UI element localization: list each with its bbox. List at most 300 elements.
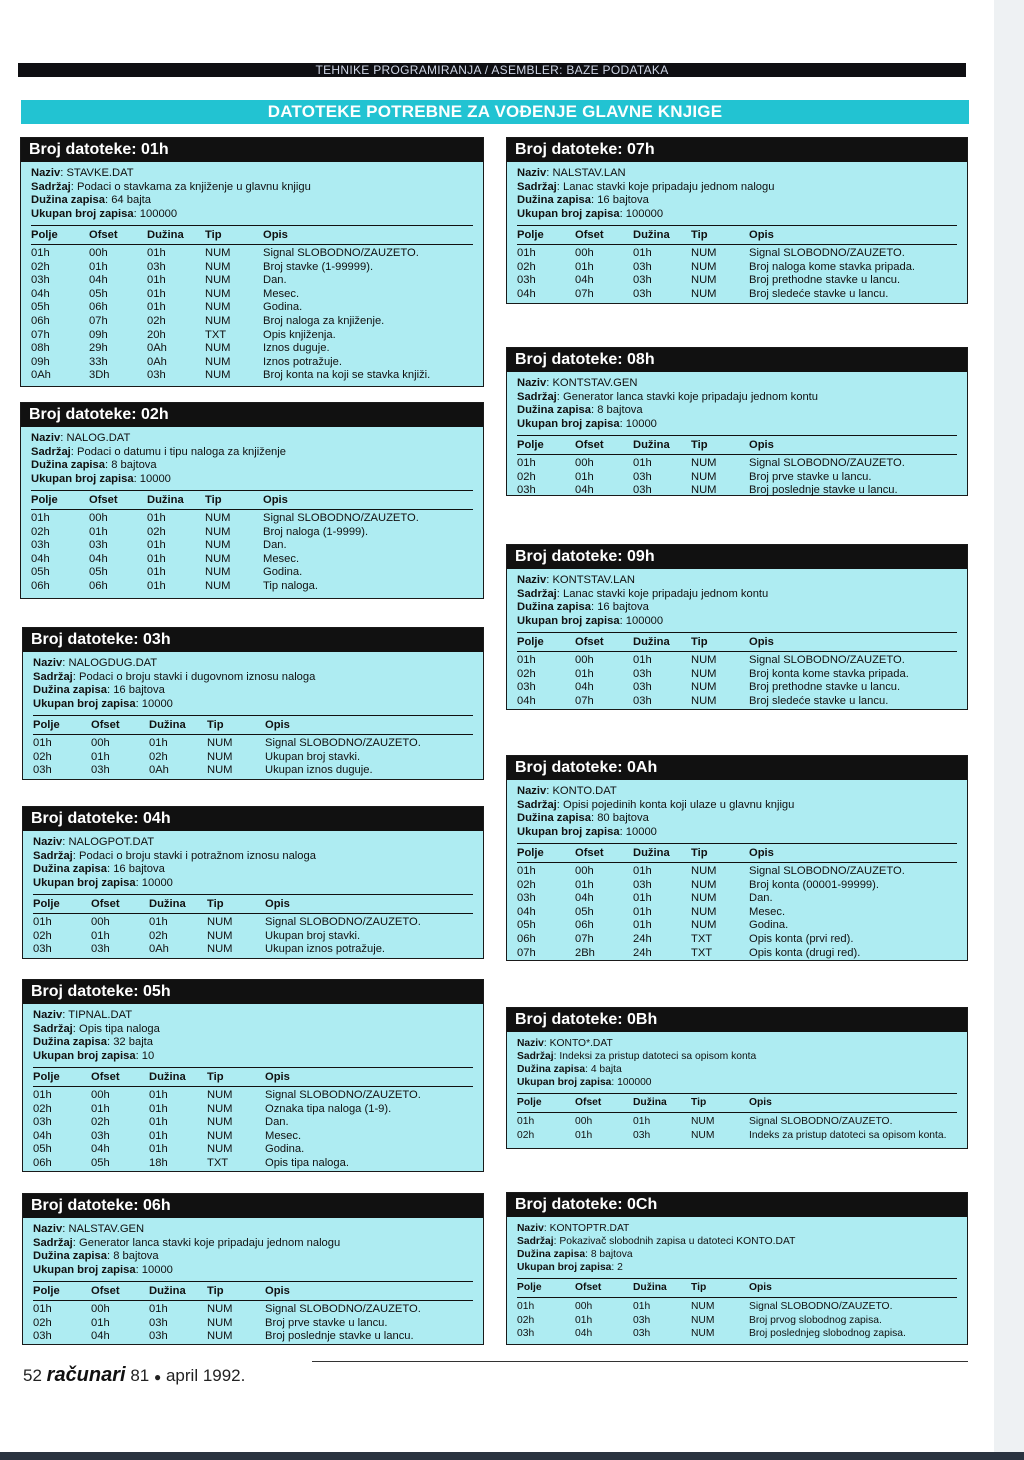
table-cell: NUM xyxy=(205,301,231,314)
sadrzaj-label: Sadržaj xyxy=(517,180,557,193)
table-row xyxy=(517,247,957,261)
field-table xyxy=(517,247,957,301)
file-card-title: Broj datoteke: 0Bh xyxy=(507,1008,967,1032)
table-cell: TXT xyxy=(691,932,713,945)
table-cell: 05h xyxy=(517,919,536,932)
table-cell: Broj prve stavke u lancu. xyxy=(749,470,872,483)
table-cell: 02h xyxy=(149,750,168,763)
table-cell: 01h xyxy=(149,1303,168,1315)
table-cell: 06h xyxy=(33,1156,52,1169)
file-name: NALSTAV.LAN xyxy=(552,167,626,179)
file-content: Podaci o datumu i tipu naloga za knjiženje xyxy=(77,445,286,458)
table-cell: 0Ah xyxy=(149,943,169,956)
table-cell: 01h xyxy=(33,1303,52,1315)
file-meta: Naziv: STAVKE.DAT Sadržaj: Podaci o stavkama za knjiženje u glavnu knjigu Dužina zapisa: 64 bajta Ukupan broj zapisa: 100000 xyxy=(31,167,311,220)
duzina-label: Dužina zapisa xyxy=(33,1250,107,1262)
table-cell: Broj konta kome stavka pripada. xyxy=(749,667,909,680)
column-header: Opis xyxy=(749,229,774,241)
table-cell: Broj poslednje stavke u lancu. xyxy=(265,1330,414,1343)
duzina-label: Dužina zapisa xyxy=(31,194,105,206)
table-cell: 03h xyxy=(33,943,52,956)
footer xyxy=(23,1364,245,1387)
table-row xyxy=(31,274,473,288)
column-header: Polje xyxy=(33,1071,60,1083)
table-cell: NUM xyxy=(205,314,231,327)
table-cell: 02h xyxy=(517,470,536,483)
table-cell: Broj naloga za knjiženje. xyxy=(263,314,385,327)
column-header: Dužina xyxy=(633,229,670,241)
table-cell: Signal SLOBODNO/ZAUZETO. xyxy=(265,1089,421,1101)
table-row xyxy=(517,906,957,920)
table-cell: 01h xyxy=(31,247,50,259)
table-row xyxy=(517,879,957,893)
column-header: Ofset xyxy=(575,636,604,648)
table-cell: 03h xyxy=(91,1129,110,1142)
column-header: Tip xyxy=(691,1282,707,1293)
table-cell: Indeks za pristup datoteci sa opisom konta. xyxy=(749,1129,947,1141)
column-header: Polje xyxy=(31,494,58,506)
table-cell: NUM xyxy=(691,1301,715,1312)
table-cell: 06h xyxy=(89,301,108,314)
record-count: 100000 xyxy=(139,207,178,220)
duzina-label: Dužina zapisa xyxy=(31,459,105,471)
column-header: Opis xyxy=(749,1282,772,1293)
table-cell: NUM xyxy=(207,1330,233,1343)
ukupan-label: Ukupan broj zapisa xyxy=(33,876,136,889)
table-cell: 04h xyxy=(517,694,536,707)
table-cell: 00h xyxy=(575,457,594,469)
table-row xyxy=(33,930,473,944)
table-cell: TXT xyxy=(207,1156,229,1169)
file-meta: Naziv: KONTSTAV.LAN Sadržaj: Lanac stavki koje pripadaju jednom kontu Dužina zapisa: 16 bajtova Ukupan broj zapisa: 100000 xyxy=(517,574,769,627)
table-cell: 03h xyxy=(633,681,652,694)
table-cell: 01h xyxy=(147,566,166,579)
naziv-label: Naziv xyxy=(31,432,61,444)
duzina-label: Dužina zapisa xyxy=(517,601,591,613)
table-row xyxy=(31,342,473,356)
table-row xyxy=(31,369,473,383)
table-cell: 0Ah xyxy=(147,355,167,368)
naziv-label: Naziv xyxy=(33,657,63,669)
ukupan-label: Ukupan broj zapisa xyxy=(517,1262,612,1273)
table-cell: 04h xyxy=(575,1328,593,1340)
table-cell: 03h xyxy=(517,274,536,287)
file-card xyxy=(506,1007,968,1149)
table-cell: 03h xyxy=(633,484,652,497)
table-row xyxy=(517,484,957,498)
record-length: 4 bajta xyxy=(590,1064,622,1075)
table-cell: Broj naloga kome stavka pripada. xyxy=(749,260,916,273)
footer-rule xyxy=(312,1361,968,1362)
record-count: 10000 xyxy=(625,417,657,430)
table-cell: NUM xyxy=(691,878,717,891)
table-row xyxy=(517,681,957,695)
column-header: Dužina xyxy=(149,719,186,731)
table-cell: NUM xyxy=(205,512,231,524)
sadrzaj-label: Sadržaj xyxy=(517,390,557,403)
table-cell: 02h xyxy=(33,929,52,942)
record-length: 16 bajtova xyxy=(597,601,649,613)
record-count: 100000 xyxy=(617,1077,652,1088)
table-cell: 03h xyxy=(33,1330,52,1343)
file-card-title: Broj datoteke: 06h xyxy=(23,1194,483,1218)
table-cell: 3Dh xyxy=(89,369,110,382)
table-cell: 03h xyxy=(149,1330,168,1343)
file-name: STAVKE.DAT xyxy=(66,167,134,179)
table-cell: 03h xyxy=(91,764,110,777)
naziv-label: Naziv xyxy=(517,1038,544,1049)
file-card xyxy=(22,1193,484,1345)
table-cell: 01h xyxy=(149,737,168,749)
table-row xyxy=(517,695,957,709)
file-content: Podaci o broju stavki i dugovnom iznosu naloga xyxy=(79,670,316,683)
table-cell: NUM xyxy=(691,1314,715,1326)
ukupan-label: Ukupan broj zapisa xyxy=(517,417,620,430)
table-row xyxy=(31,329,473,343)
table-cell: 09h xyxy=(31,355,50,368)
table-cell: Ukupan broj stavki. xyxy=(265,750,361,763)
table-cell: 03h xyxy=(633,694,652,707)
sadrzaj-label: Sadržaj xyxy=(33,1236,73,1249)
table-cell: Iznos potražuje. xyxy=(263,355,342,368)
table-cell: 01h xyxy=(633,654,652,666)
column-header: Ofset xyxy=(91,898,120,910)
sadrzaj-label: Sadržaj xyxy=(517,587,557,600)
file-card xyxy=(506,544,968,710)
table-cell: 02h xyxy=(33,1316,52,1329)
table-header xyxy=(517,225,957,245)
table-cell: 03h xyxy=(633,1129,651,1141)
table-cell: Iznos duguje. xyxy=(263,342,330,355)
file-name: KONTO*.DAT xyxy=(549,1038,613,1049)
table-cell: NUM xyxy=(207,1143,233,1156)
duzina-label: Dužina zapisa xyxy=(517,1249,586,1260)
column-header: Polje xyxy=(517,847,544,859)
file-meta: Naziv: NALSTAV.GEN Sadržaj: Generator lanca stavki koje pripadaju jednom nalogu Dužina zapisa: 8 bajtova Ukupan broj zapisa: 10000 xyxy=(33,1223,341,1276)
file-meta: Naziv: KONTO*.DAT Sadržaj: Indeksi za pristup datoteci sa opisom konta Dužina zapisa: 4 bajta Ukupan broj zapisa: 100000 xyxy=(517,1038,757,1088)
table-row xyxy=(517,919,957,933)
table-cell: 03h xyxy=(633,260,652,273)
file-content: Generator lanca stavki koje pripadaju jednom nalogu xyxy=(79,1236,341,1249)
table-cell: 0Ah xyxy=(31,369,51,382)
table-cell: NUM xyxy=(205,369,231,382)
file-card-title: Broj datoteke: 05h xyxy=(23,980,483,1004)
table-cell: 01h xyxy=(149,1143,168,1156)
table-row xyxy=(33,916,473,930)
table-cell: Godina. xyxy=(749,919,789,932)
table-cell: 00h xyxy=(91,1089,110,1101)
table-cell: 01h xyxy=(89,260,108,273)
table-row xyxy=(31,356,473,370)
table-cell: 20h xyxy=(147,328,166,341)
field-table xyxy=(517,457,957,498)
table-cell: Broj naloga (1-9999). xyxy=(263,525,369,538)
table-cell: 01h xyxy=(33,916,52,928)
table-cell: 03h xyxy=(91,943,110,956)
table-cell: Signal SLOBODNO/ZAUZETO. xyxy=(749,457,905,469)
naziv-label: Naziv xyxy=(517,377,547,389)
column-header: Tip xyxy=(691,1097,707,1108)
table-row xyxy=(33,764,473,778)
table-cell: 01h xyxy=(149,1116,168,1129)
file-content: Podaci o stavkama za knjiženje u glavnu knjigu xyxy=(77,180,311,193)
table-cell: NUM xyxy=(207,929,233,942)
record-count: 100000 xyxy=(625,614,664,627)
file-meta: Naziv: KONTO.DAT Sadržaj: Opisi pojedinih konta koji ulaze u glavnu knjigu Dužina zapisa: 80 bajtova Ukupan broj zapisa: 10000 xyxy=(517,785,795,838)
table-cell: 01h xyxy=(147,247,166,259)
table-cell: Opis tipa naloga. xyxy=(265,1156,349,1169)
table-cell: Godina. xyxy=(263,301,303,314)
column-header: Polje xyxy=(31,229,58,241)
table-cell: Godina. xyxy=(263,566,303,579)
sadrzaj-label: Sadržaj xyxy=(517,1051,554,1062)
table-cell: NUM xyxy=(691,287,717,300)
table-row xyxy=(31,580,473,594)
table-cell: 00h xyxy=(91,916,110,928)
table-cell: 02h xyxy=(33,1102,52,1115)
column-header: Polje xyxy=(33,898,60,910)
field-table xyxy=(33,737,473,778)
table-cell: 05h xyxy=(31,566,50,579)
table-cell: 09h xyxy=(89,328,108,341)
column-header: Opis xyxy=(263,494,288,506)
sadrzaj-label: Sadržaj xyxy=(33,670,73,683)
file-content: Opis tipa naloga xyxy=(79,1022,160,1035)
file-card xyxy=(506,1192,968,1345)
table-cell: 05h xyxy=(89,287,108,300)
table-row xyxy=(517,1327,957,1341)
naziv-label: Naziv xyxy=(33,836,63,848)
table-cell: 04h xyxy=(575,274,594,287)
table-cell: 2Bh xyxy=(575,946,595,959)
file-card-title: Broj datoteke: 03h xyxy=(23,628,483,652)
table-cell: Broj poslednjeg slobodnog zapisa. xyxy=(749,1328,906,1340)
table-cell: 00h xyxy=(91,737,110,749)
table-cell: NUM xyxy=(207,1089,233,1101)
field-table xyxy=(31,512,473,594)
table-cell: 01h xyxy=(91,929,110,942)
file-meta: Naziv: TIPNAL.DAT Sadržaj: Opis tipa naloga Dužina zapisa: 32 bajta Ukupan broj zapisa: 10 xyxy=(33,1009,160,1062)
file-meta: Naziv: NALOG.DAT Sadržaj: Podaci o datumu i tipu naloga za knjiženje Dužina zapisa: 8 bajtova Ukupan broj zapisa: 10000 xyxy=(31,432,286,485)
column-header: Opis xyxy=(265,1071,290,1083)
table-cell: Mesec. xyxy=(749,905,786,918)
table-cell: 04h xyxy=(517,287,536,300)
page-title: DATOTEKE POTREBNE ZA VOĐENJE GLAVNE KNJIGE xyxy=(21,100,969,124)
table-row xyxy=(33,1330,473,1344)
table-cell: NUM xyxy=(691,1116,715,1127)
table-cell: NUM xyxy=(205,552,231,565)
table-cell: 08h xyxy=(31,342,50,355)
table-cell: Mesec. xyxy=(263,552,300,565)
table-cell: 01h xyxy=(149,1102,168,1115)
table-row xyxy=(33,1317,473,1331)
table-cell: 04h xyxy=(91,1330,110,1343)
column-header: Tip xyxy=(205,229,222,241)
file-card-title: Broj datoteke: 0Ch xyxy=(507,1193,967,1217)
table-cell: 03h xyxy=(517,484,536,497)
table-cell: Signal SLOBODNO/ZAUZETO. xyxy=(265,916,421,928)
sadrzaj-label: Sadržaj xyxy=(33,849,73,862)
table-cell: Mesec. xyxy=(263,287,300,300)
record-count: 2 xyxy=(617,1262,623,1273)
bullet: ● xyxy=(153,1370,162,1384)
column-header: Polje xyxy=(33,1285,60,1297)
column-header: Dužina xyxy=(149,1071,186,1083)
table-cell: NUM xyxy=(691,247,717,259)
table-cell: 01h xyxy=(633,1116,651,1127)
table-cell: 01h xyxy=(575,260,594,273)
field-table xyxy=(33,916,473,957)
column-header: Ofset xyxy=(575,439,604,451)
issue-number: 81 xyxy=(130,1366,150,1385)
file-card xyxy=(20,137,484,387)
column-header: Polje xyxy=(517,439,544,451)
table-cell: 07h xyxy=(575,694,594,707)
file-card-title: Broj datoteke: 01h xyxy=(21,138,483,162)
table-cell: 03h xyxy=(147,260,166,273)
table-cell: 04h xyxy=(575,892,594,905)
table-cell: 07h xyxy=(575,287,594,300)
table-cell: 03h xyxy=(517,892,536,905)
table-row xyxy=(31,553,473,567)
record-count: 100000 xyxy=(625,207,664,220)
column-header: Dužina xyxy=(147,229,184,241)
table-row xyxy=(33,1157,473,1171)
table-cell: 03h xyxy=(149,1316,168,1329)
record-count: 10000 xyxy=(141,1263,173,1276)
duzina-label: Dužina zapisa xyxy=(33,684,107,696)
table-cell: NUM xyxy=(205,287,231,300)
column-header: Opis xyxy=(265,719,290,731)
field-table xyxy=(517,1300,957,1341)
table-cell: 05h xyxy=(89,566,108,579)
table-row xyxy=(33,751,473,765)
table-cell: 01h xyxy=(517,654,536,666)
column-header: Dužina xyxy=(633,1097,667,1108)
table-cell: NUM xyxy=(691,892,717,905)
record-length: 16 bajtova xyxy=(113,684,165,696)
table-cell: 18h xyxy=(149,1156,168,1169)
table-cell: NUM xyxy=(691,654,717,666)
table-cell: 01h xyxy=(575,470,594,483)
duzina-label: Dužina zapisa xyxy=(517,812,591,824)
section-bar: TEHNIKE PROGRAMIRANJA / ASEMBLER: BAZE PODATAKA xyxy=(18,63,966,77)
table-cell: 03h xyxy=(31,539,50,552)
table-cell: 06h xyxy=(31,314,50,327)
table-cell: Opis knjiženja. xyxy=(263,328,336,341)
table-header xyxy=(517,843,957,863)
table-row xyxy=(31,539,473,553)
table-cell: 04h xyxy=(575,681,594,694)
table-cell: 05h xyxy=(575,905,594,918)
naziv-label: Naziv xyxy=(33,1009,63,1021)
table-cell: Opis konta (drugi red). xyxy=(749,946,861,959)
table-cell: 03h xyxy=(89,539,108,552)
record-count: 10000 xyxy=(625,825,657,838)
file-name: NALOGPOT.DAT xyxy=(68,836,155,848)
table-cell: 01h xyxy=(633,247,652,259)
file-card xyxy=(506,755,968,961)
table-cell: NUM xyxy=(691,484,717,497)
table-cell: Signal SLOBODNO/ZAUZETO. xyxy=(749,1116,893,1127)
table-cell: NUM xyxy=(205,274,231,287)
column-header: Tip xyxy=(691,229,708,241)
column-header: Tip xyxy=(205,494,222,506)
table-cell: 00h xyxy=(575,654,594,666)
table-cell: 02h xyxy=(31,525,50,538)
ukupan-label: Ukupan broj zapisa xyxy=(31,207,134,220)
table-cell: NUM xyxy=(207,750,233,763)
table-cell: 03h xyxy=(633,1328,651,1340)
table-cell: NUM xyxy=(691,470,717,483)
table-cell: NUM xyxy=(691,919,717,932)
table-cell: Ukupan iznos potražuje. xyxy=(265,943,386,956)
file-card-title: Broj datoteke: 07h xyxy=(507,138,967,162)
column-header: Ofset xyxy=(575,1282,602,1293)
table-cell: Dan. xyxy=(263,539,287,552)
table-row xyxy=(517,865,957,879)
table-row xyxy=(31,566,473,580)
record-count: 10000 xyxy=(141,697,173,710)
table-cell: 03h xyxy=(517,681,536,694)
table-cell: 04h xyxy=(517,905,536,918)
table-row xyxy=(33,1089,473,1103)
table-cell: 01h xyxy=(633,1301,651,1312)
table-row xyxy=(33,943,473,957)
record-length: 8 bajtova xyxy=(113,1250,159,1262)
record-count: 10000 xyxy=(139,472,171,485)
table-cell: 07h xyxy=(31,328,50,341)
record-length: 32 bajta xyxy=(113,1036,154,1048)
naziv-label: Naziv xyxy=(33,1223,63,1235)
table-cell: 01h xyxy=(147,274,166,287)
table-cell: 06h xyxy=(517,932,536,945)
file-content: Opisi pojedinih konta koji ulaze u glavnu knjigu xyxy=(563,798,795,811)
table-cell: NUM xyxy=(205,342,231,355)
table-cell: 01h xyxy=(147,579,166,592)
column-header: Tip xyxy=(691,439,708,451)
table-cell: 05h xyxy=(91,1156,110,1169)
file-card xyxy=(506,137,968,304)
record-length: 80 bajtova xyxy=(597,812,649,824)
table-row xyxy=(517,261,957,275)
table-cell: NUM xyxy=(691,274,717,287)
table-row xyxy=(31,512,473,526)
table-cell: 24h xyxy=(633,932,652,945)
ukupan-label: Ukupan broj zapisa xyxy=(33,1049,136,1062)
table-row xyxy=(517,1300,957,1314)
table-row xyxy=(33,737,473,751)
file-name: KONTO.DAT xyxy=(552,785,617,797)
table-row xyxy=(517,274,957,288)
table-cell: 04h xyxy=(89,274,108,287)
table-cell: 01h xyxy=(517,1301,535,1312)
table-cell: 01h xyxy=(517,247,536,259)
file-name: NALOGDUG.DAT xyxy=(68,657,158,669)
sadrzaj-label: Sadržaj xyxy=(517,1236,554,1247)
table-cell: 04h xyxy=(31,552,50,565)
table-cell: 02h xyxy=(517,667,536,680)
table-cell: 02h xyxy=(517,1314,535,1326)
column-header: Ofset xyxy=(91,719,120,731)
file-meta: Naziv: KONTOPTR.DAT Sadržaj: Pokazivač slobodnih zapisa u datoteci KONTO.DAT Dužina zapisa: 8 bajtova Ukupan broj zapisa: 2 xyxy=(517,1223,796,1273)
table-cell: 0Ah xyxy=(149,764,169,777)
table-cell: 03h xyxy=(33,764,52,777)
table-row xyxy=(517,457,957,471)
table-cell: Broj prve stavke u lancu. xyxy=(265,1316,388,1329)
table-cell: Dan. xyxy=(749,892,773,905)
table-cell: 01h xyxy=(147,552,166,565)
